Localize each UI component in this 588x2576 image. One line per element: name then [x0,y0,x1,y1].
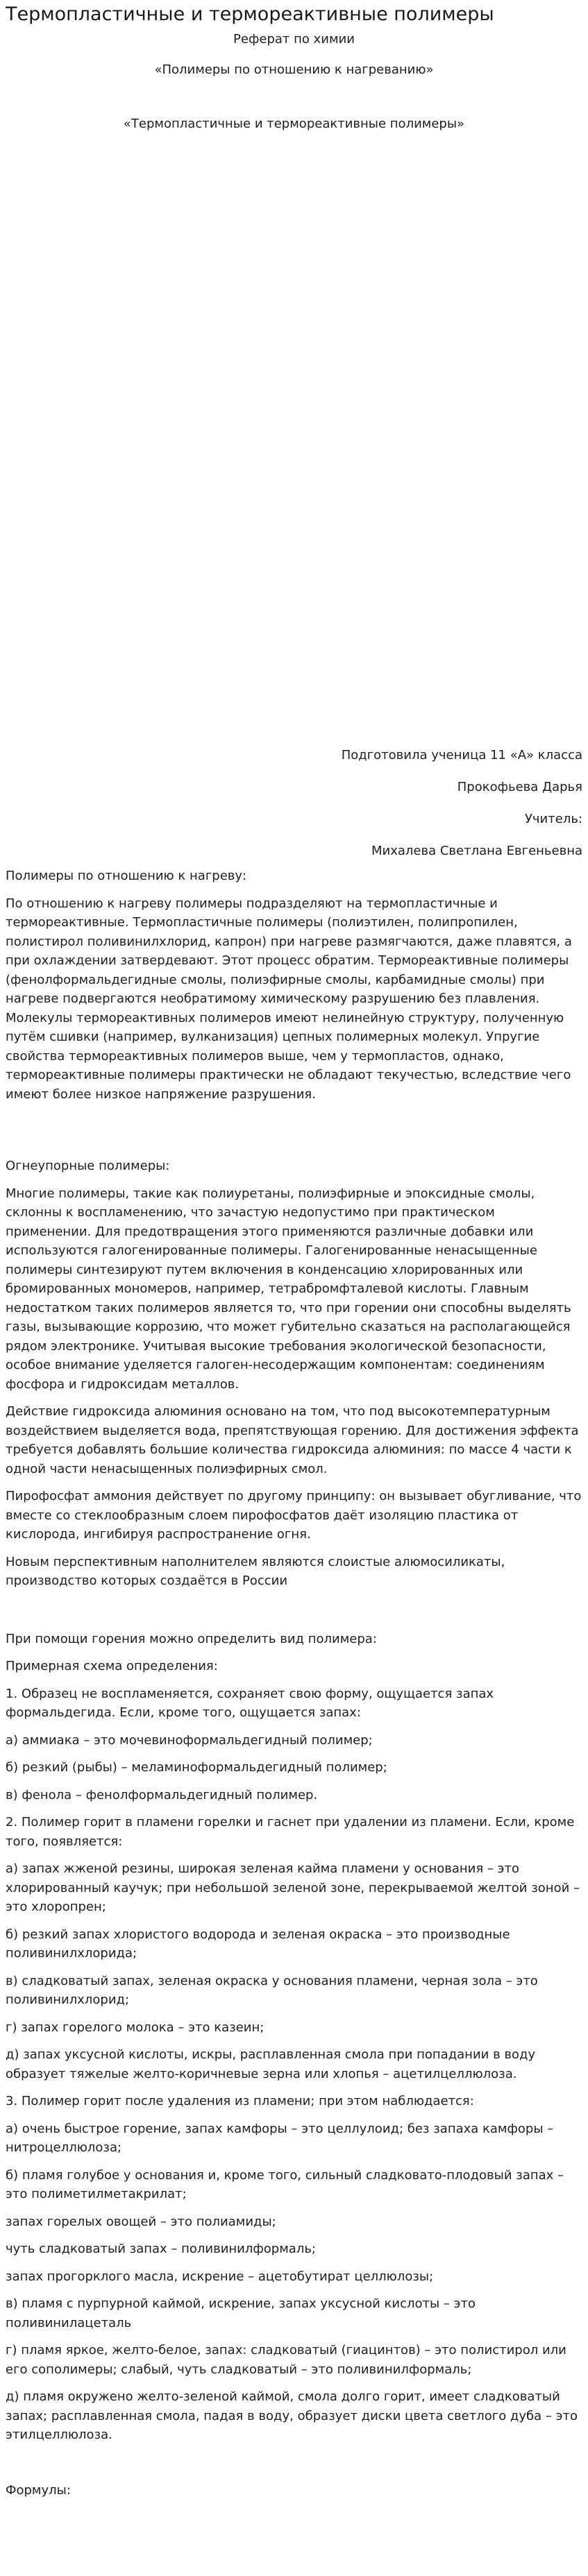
paragraph: По отношению к нагреву полимеры подразделяют на термопластичные и термореактивные. Термопластичные полимеры (полиэтилен, полипропилен, полистирол поливинилхлорид, капрон) при нагреве размягчаются, даже плавятся, а при охлаждении затвердевают. Этот процесс обратим. Термореактивные полимеры (фенолформальдегидные смолы, полиэфирные смолы, карбамидные смолы) при нагреве подвергаются необратимому химическому разрушению без плавления. Молекулы термореактивных полимеров имеют нелинейную структуру, полученную путём сшивки (например, вулканизация) цепных полимерных молекул. Упругие свойства термореактивных полимеров выше, чем у термопластов, однако, термореактивные полимеры практически не обладают текучестью, вследствие чего имеют более низкое напряжение разрушения. [6,896,572,1102]
document-title: Термопластичные и термореактивные полимеры [6,3,494,25]
list-item: запах прогорклого масла, искрение – ацетобутират целлюлозы; [6,2269,434,2284]
list-item: г) запах горелого молока – это казеин; [6,2020,264,2035]
list-item: б) резкий запах хлористого водорода и зеленая окраска – это производные поливинилхлорида; [6,1927,510,1961]
list-item: д) запах уксусной кислоты, искры, расплавленная смола при попадании в воду образует тяжелые желто-коричневые зерна или хлопья – ацетилцеллюлоза. [6,2047,536,2081]
section-formulas [6,2481,582,2500]
cover-topic: «Полимеры по отношению к нагреванию» [154,62,434,77]
section-heading: Полимеры по отношению к нагреву: [6,869,247,883]
author-block [6,747,582,860]
author-line: Подготовила ученица 11 «А» класса [341,748,582,762]
section-fireproof [6,1157,582,1591]
list-item: 2. Полимер горит в пламени горелки и гаснет при удалении из пламени. Если, кроме того, появляется: [6,1815,575,1849]
section-burning-test [6,1630,582,2445]
cover-spacer [6,133,582,747]
paragraph: Примерная схема определения: [6,1659,218,1673]
spacer [6,2453,582,2481]
list-item: в) пламя с пурпурной каймой, искрение, запах уксусной кислоты – это поливинилацеталь [6,2296,476,2330]
list-item: 1. Образец не воспламеняется, сохраняет свою форму, ощущается запах формальдегида. Если, кроме того, ощущается запах: [6,1686,494,1720]
section-heating [6,867,582,1104]
spacer [6,1599,582,1630]
paragraph: Пирофосфат аммония действует по другому принципу: он вызывает обугливание, что вместе со стеклообразным слоем пирофосфатов даёт изоляцию пластика от кислорода, ингибируя распространение огня. [6,1489,582,1542]
teacher-label: Учитель: [524,812,582,826]
list-item: чуть сладковатый запах – поливинилформаль; [6,2242,316,2256]
list-item: б) пламя голубое у основания и, кроме того, сильный сладковато-плодовый запах – это полиметилметакрилат; [6,2167,564,2201]
paragraph: Многие полимеры, такие как полиуретаны, полиэфирные и эпоксидные смолы, склонны к воспламенению, что зачастую недопустимо при практическом применении. Для предотвращения этого применяются различные добавки или используются галогенированные полимеры. Галогенированные ненасыщенные полимеры синтезируют путем включения в конденсацию хлорированных или бромированных мономеров, например, тетрабромфталевой кислоты. Главным недостатком таких полимеров является то, что при горении они способны выделять газы, вызывающие коррозию, что может губительно сказаться на располагающейся рядом электронике. Учитывая высокие требования экологической безопасности, особое внимание уделяется галоген-несодержащим компонентам: соединениям фосфора и гидроксидам металлов. [6,1186,571,1392]
list-item: а) аммиака – это мочевиноформальдегидный полимер; [6,1732,373,1748]
list-item: д) пламя окружено желто-зеленой каймой, смола долго горит, имеет сладковатый запах; расплавленная смола, падая в воду, образует диски цвета светлого дуба – это этилцеллюлоза. [6,2389,578,2442]
paragraph: Действие гидроксида алюминия основано на том, что под высокотемпературным воздействием выделяется вода, препятствующая горению. Для достижения эффекта требуется добавлять большие количества гидроксида алюминия: по массе 4 части к одной части ненасыщенных полиэфирных смол. [6,1404,579,1476]
paragraph: Новым перспективным наполнителем являются слоистые алюмосиликаты, производство которых создаётся в России [6,1554,505,1588]
list-item: в) сладковатый запах, зеленая окраска у основания пламени, черная зола – это поливинилхлорид; [6,1973,538,2007]
section-heading: Огнеупорные полимеры: [6,1159,170,1173]
teacher-name: Михалева Светлана Евгеньевна [371,844,582,858]
list-item: а) очень быстрое горение, запах камфоры – это целлулоид; без запаха камфоры – нитроцеллюлоза; [6,2121,554,2155]
list-item: б) резкий (рыбы) – меламиноформальдегидный полимер; [6,1760,387,1775]
cover-subject: Реферат по химии [233,32,355,46]
paragraph: При помощи горения можно определить вид полимера: [6,1631,377,1646]
list-item: запах горелых овощей – это полиамиды; [6,2214,276,2229]
section-heading: Формулы: [6,2482,71,2498]
list-item: в) фенола – фенолформальдегидный полимер. [6,1787,318,1802]
spacer [6,1112,582,1157]
list-item: г) пламя яркое, желто-белое, запах: сладковатый (гиацинтов) – это полистирол или его сополимеры; слабый, чуть сладковатый – это поливинилформаль; [6,2343,566,2377]
list-item: 3. Полимер горит после удаления из пламени; при этом наблюдается: [6,2094,474,2108]
author-name: Прокофьева Дарья [457,780,582,794]
cover-subtopic: «Термопластичные и термореактивные полимеры» [123,117,465,131]
list-item: а) запах жженой резины, широкая зеленая кайма пламени у основания – это хлорированный каучук; при небольшой зеленой зоне, перекрываемой желтой зоной – это хлоропрен; [6,1861,580,1914]
